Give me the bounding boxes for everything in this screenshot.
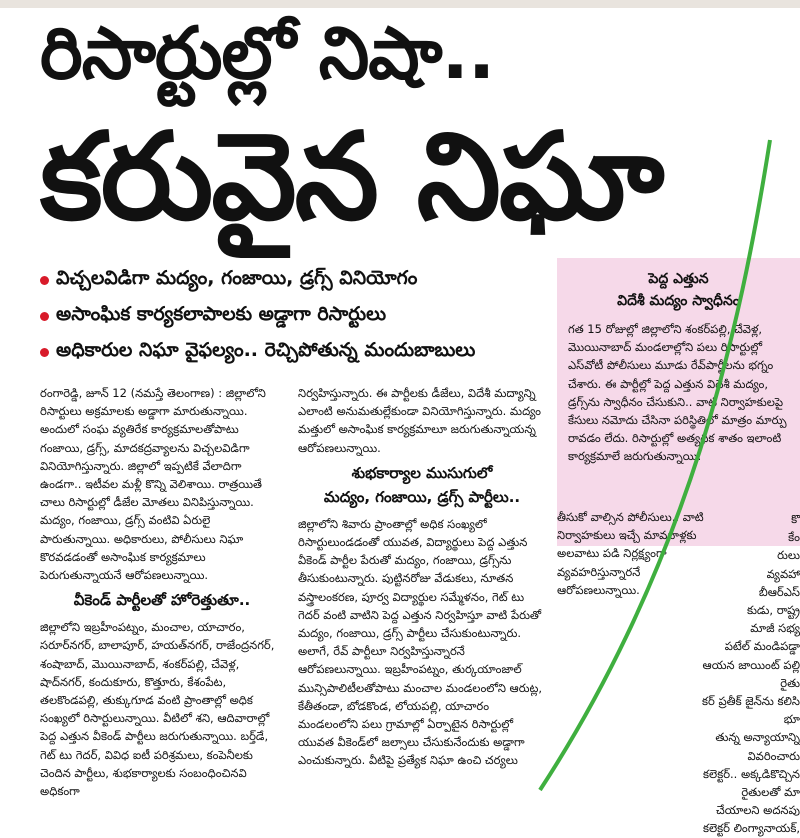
article-column-3: తీసుకో వాల్సిన పోలీసులు.. వాటి నిర్వాహకులు ఇచ్చే మామూళ్లకు అలవాటు పడి నిర్లక్ష్యంగా వ్యవహరిస్తున్నారనే ఆరోపణలున్నాయి. <box>557 510 704 597</box>
column2-subhead-line1: శుభకార్యాల ముసుగులో <box>351 463 493 482</box>
column4-line: పటేల్ మండిపడ్డా <box>724 639 800 654</box>
column4-line: చేయాలని అదనపు కలెక్టర్ లింగ్యానాయక్, <box>702 803 800 836</box>
sidebar-body: గత 15 రోజుల్లో జిల్లాలోని శంకర్‌పల్లి, చేవెళ్ల, మొయినాబాద్ మండలాల్లోని పలు రిసార్టుల్లో ఎస్‌వోటీ పోలీసులు మూడు రేవ్‌పార్టీలను భగ్నం చేశారు. ఈ పార్టీల్లో పెద్ద ఎత్తున విదేశీ మద్యం, డ్రగ్స్‌ను స్వాధీనం చేసుకుని.. వాటి నిర్వాహకులపై కేసులు నమోదు చేసినా పరిస్థితిలో మాత్రం మార్పు రావడం లేదు. రిసార్టుల్లో అత్యధిక శాతం ఇలాంటి కార్యక్రమాలే జరుగుతున్నాయి. <box>568 322 787 464</box>
sidebar-title-line1: పెద్ద ఎత్తున <box>648 271 709 287</box>
sidebar-title-line2: విదేశీ మద్యం స్వాధీనం <box>617 293 740 309</box>
column4-line: రులు <box>777 548 800 563</box>
highlight-text: విచ్చలవిడిగా మద్యం, గంజాయి, డ్రగ్స్ వినియోగం <box>56 266 418 289</box>
column2-paragraph1: నిర్వహిస్తున్నారు. ఈ పార్టీలకు డీజేలు, విదేశీ మద్యాన్ని ఎలాంటి అనుమతుల్లేకుండా వినియోగిస్తున్నారు. మద్యం మత్తులో అసాంఘిక కార్యక్రమాలూ జరుగుతున్నాయన్న ఆరోపణలున్నాయి. <box>298 386 541 455</box>
headline-main: కరువైన నిఘా <box>40 108 663 247</box>
column4-line: కుడు, రాష్ట్ర <box>746 603 800 618</box>
column1-subhead: వీకెండ్ పార్టీలతో హోరెత్తుతూ.. <box>73 591 251 610</box>
column4-line: తున్న అన్యాయాన్ని వివరించారు <box>715 730 800 763</box>
column4-line: కేం <box>788 530 800 545</box>
column4-line: ఆయన జాయింట్ పల్లి రైతు <box>702 657 800 690</box>
column4-line: కర్ ప్రతీక్ జైన్‌ను కలిసి భూ <box>702 694 800 727</box>
column1-paragraph1: రంగారెడ్డి, జూన్ 12 (నమస్తే తెలంగాణ) : జిల్లాలోని రిసార్టులు అక్రమాలకు అడ్డాగా మారుతున్నాయి. అందులో సంఘ వ్యతిరేక కార్యక్రమాలతోపాటు గంజాయి, డ్రగ్స్, మాదకద్రవ్యాలను విచ్చలవిడిగా వినియోగిస్తున్నారు. జిల్లాలో ఇప్పటికే వేలాదిగా ఉండగా.. ఇటీవల మళ్లీ కొన్ని వెలిశాయి. రాత్రయితే చాలు రిసార్టుల్లో డీజేల మోతలు వినిపిస్తున్నాయి. మద్యం, గంజాయి, డ్రగ్స్ వంటివి ఏరులై పారుతున్నాయి. అధికారులు, పోలీసులు నిఘా కొరవడడంతో అసాంఘిక కార్యక్రమాలు పెరుగుతున్నాయనే ఆరోపణలున్నాయి. <box>40 386 266 583</box>
column2-subhead-line2: మద్యం, గంజాయి, డ్రగ్స్ పార్టీలు.. <box>323 487 521 506</box>
column4-line: మాజీ సభ్య <box>750 621 800 636</box>
highlight-text: అధికారుల నిఘా వైఫల్యం.. రెచ్చిపోతున్న మందుబాబులు <box>56 338 476 361</box>
column4-line: కలెక్టర్.. అక్కడికొచ్చిన రైతులతో మా <box>703 766 800 800</box>
headline-kicker: రిసార్టుల్లో నిషా.. <box>40 11 495 95</box>
column1-paragraph2: జిల్లాలోని ఇబ్రహీంపట్నం, మంచాల, యాచారం, సరూర్‌నగర్, బాలాపూర్, హయత్‌నగర్, రాజేంద్రనగర్, శంషాబాద్, మొయినాబాద్, శంకర్‌పల్లి, చేవెళ్ల, షాద్‌నగర్, కందుకూరు, కొత్తూరు, కేశంపేట, తలకొండపల్లి, తుక్కుగూడ వంటి ప్రాంతాల్లో అధిక సంఖ్యలో రిసార్టులున్నాయి. వీటిలో శని, ఆదివారాల్లో పెద్ద ఎత్తున వీకెండ్ పార్టీలు జరుగుతున్నాయి. బర్త్‌డే, గెట్ టు గెదర్, వివిధ ఐటీ పరిశ్రమలు, కంపెనీలకు చెందిన పార్టీలు, శుభకార్యాలకు సంబంధించినవి అధికంగా <box>40 620 275 799</box>
column2-paragraph2: జిల్లాలోని శివారు ప్రాంతాల్లో అధిక సంఖ్యలో రిసార్టులుండడంతో యువత, విద్యార్థులు పెద్ద ఎత్తున వీకెండ్ పార్టీల పేరుతో మద్యం, గంజాయి, డ్రగ్స్‌ను తీసుకుంటున్నారు. పుట్టినరోజు వేడుకలు, నూతన వస్త్రాలంకరణ, పూర్వ విద్యార్థుల సమ్మేళనం, గెట్ టు గెదర్ వంటి వాటిని పెద్ద ఎత్తున నిర్వహిస్తూ వాటి పేరుతో మద్యం, గంజాయి, డ్రగ్స్ పార్టీలు చేసుకుంటున్నారు. అలాగే, రేవ్ పార్టీలూ నిర్వహిస్తున్నారనే ఆరోపణలున్నాయి. ఇబ్రహీంపట్నం, తుర్కయాంజాల్ మున్సిపాలిటీలతోపాటు మంచాల మండలంలోని ఆరుట్ల, కేతీతండా, బోడకొండ, లోయపల్లి, యాచారం మండలంలోని పలు గ్రామాల్లో ఏర్పాటైన రిసార్టుల్లో యువత వీకెండ్‌లో జల్సాలు చేసుకునేందుకు అడ్డాగా ఎంచుకున్నారు. వీటిపై ప్రత్యేక నిఘా ఉంచి చర్యలు <box>298 516 543 768</box>
column4-line: వ్యవహా <box>766 566 800 581</box>
column4-line: కొ <box>791 512 800 526</box>
column4-line: బీఆర్‌ఎస్‌ <box>758 584 800 599</box>
green-curve-stroke <box>540 140 770 790</box>
highlight-text: అసాంఘిక కార్యకలాపాలకు అడ్డాగా రిసార్టులు <box>56 302 387 325</box>
